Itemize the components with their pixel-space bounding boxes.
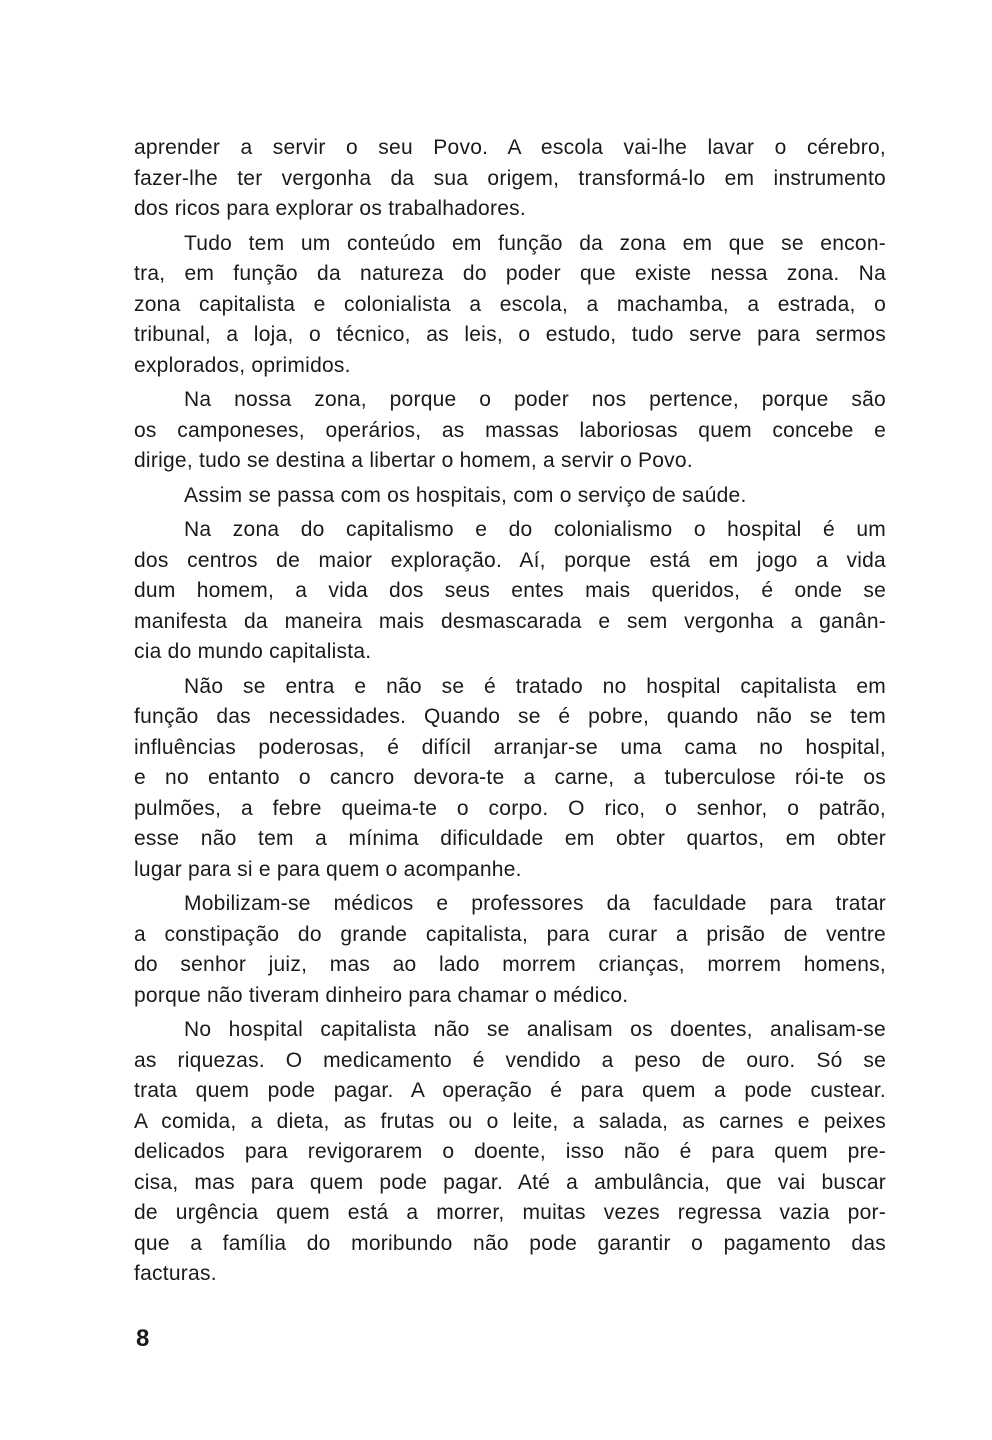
text-line: influências poderosas, é difícil arranjar-se uma cama no hospital, [134,735,886,759]
text-line: tra, em função da natureza do poder que existe nessa zona. Na [134,262,886,285]
text-line: cisa, mas para quem pode pagar. Até a ambulância, que vai buscar [134,1170,886,1194]
paragraph [134,515,886,668]
text-line: Não se entra e não se é tratado no hospital capitalista em [184,674,886,698]
text-line: dum homem, a vida dos seus entes mais queridos, é onde se [134,579,886,602]
text-line: e no entanto o cancro devora-te a carne, a tuberculose rói-te os [134,766,886,789]
paragraph [134,229,886,382]
text-line: zona capitalista e colonialista a escola, a machamba, a estrada, o [134,292,886,316]
text-line: Na zona do capitalismo e do colonialismo o hospital é um [184,518,886,541]
text-line: lugar para si e para quem o acompanhe. [134,857,522,881]
text-line: trata quem pode pagar. A operação é para quem a pode custear. [134,1079,886,1102]
text-line: a constipação do grande capitalista, para curar a prisão de ventre [134,922,886,946]
paragraph [134,1015,886,1290]
paragraph [134,672,886,886]
text-line: facturas. [134,1262,217,1285]
text-line: que a família do moribundo não pode garantir o pagamento das [134,1231,886,1255]
text-line: A comida, a dieta, as frutas ou o leite, a salada, as carnes e peixes [134,1109,886,1133]
text-line: Na nossa zona, porque o poder nos pertence, porque são [184,388,886,411]
text-line: dirige, tudo se destina a libertar o homem, a servir o Povo. [134,449,693,472]
text-line: as riquezas. O medicamento é vendido a peso de ouro. Só se [134,1048,886,1072]
text-line: Assim se passa com os hospitais, com o serviço de saúde. [184,483,747,507]
text-line: cia do mundo capitalista. [134,640,372,663]
paragraph [134,481,886,512]
text-line: de urgência quem está a morrer, muitas vezes regressa vazia por- [134,1201,886,1224]
text-line: os camponeses, operários, as massas laboriosas quem concebe e [134,418,886,442]
text-line: dos ricos para explorar os trabalhadores. [134,197,526,220]
body-text [134,133,886,1294]
text-line: função das necessidades. Quando se é pobre, quando não se tem [134,705,886,728]
text-line: explorados, oprimidos. [134,353,351,377]
text-line: dos centros de maior exploração. Aí, porque está em jogo a vida [134,548,886,572]
text-line: No hospital capitalista não se analisam os doentes, analisam-se [184,1018,886,1041]
text-line: tribunal, a loja, o técnico, as leis, o estudo, tudo serve para sermos [134,323,886,346]
text-line: aprender a servir o seu Povo. A escola vai-lhe lavar o cérebro, [134,136,886,159]
text-line: Tudo tem um conteúdo em função da zona em que se encon- [184,231,886,255]
page-number: 8 [136,1325,150,1352]
text-line: delicados para revigorarem o doente, isso não é para quem pre- [134,1140,886,1163]
text-line: do senhor juiz, mas ao lado morrem crianças, morrem homens, [134,953,886,976]
paragraph [134,385,886,477]
paragraph [134,889,886,1011]
text-line: pulmões, a febre queima-te o corpo. O rico, o senhor, o patrão, [134,796,886,820]
text-line: Mobilizam-se médicos e professores da faculdade para tratar [184,892,886,915]
text-line: manifesta da maneira mais desmascarada e sem vergonha a ganân- [134,609,886,633]
text-line: porque não tiveram dinheiro para chamar o médico. [134,983,629,1007]
text-line: esse não tem a mínima dificuldade em obter quartos, em obter [134,827,886,850]
text-line: fazer-lhe ter vergonha da sua origem, transformá-lo em instrumento [134,166,886,190]
paragraph [134,133,886,225]
